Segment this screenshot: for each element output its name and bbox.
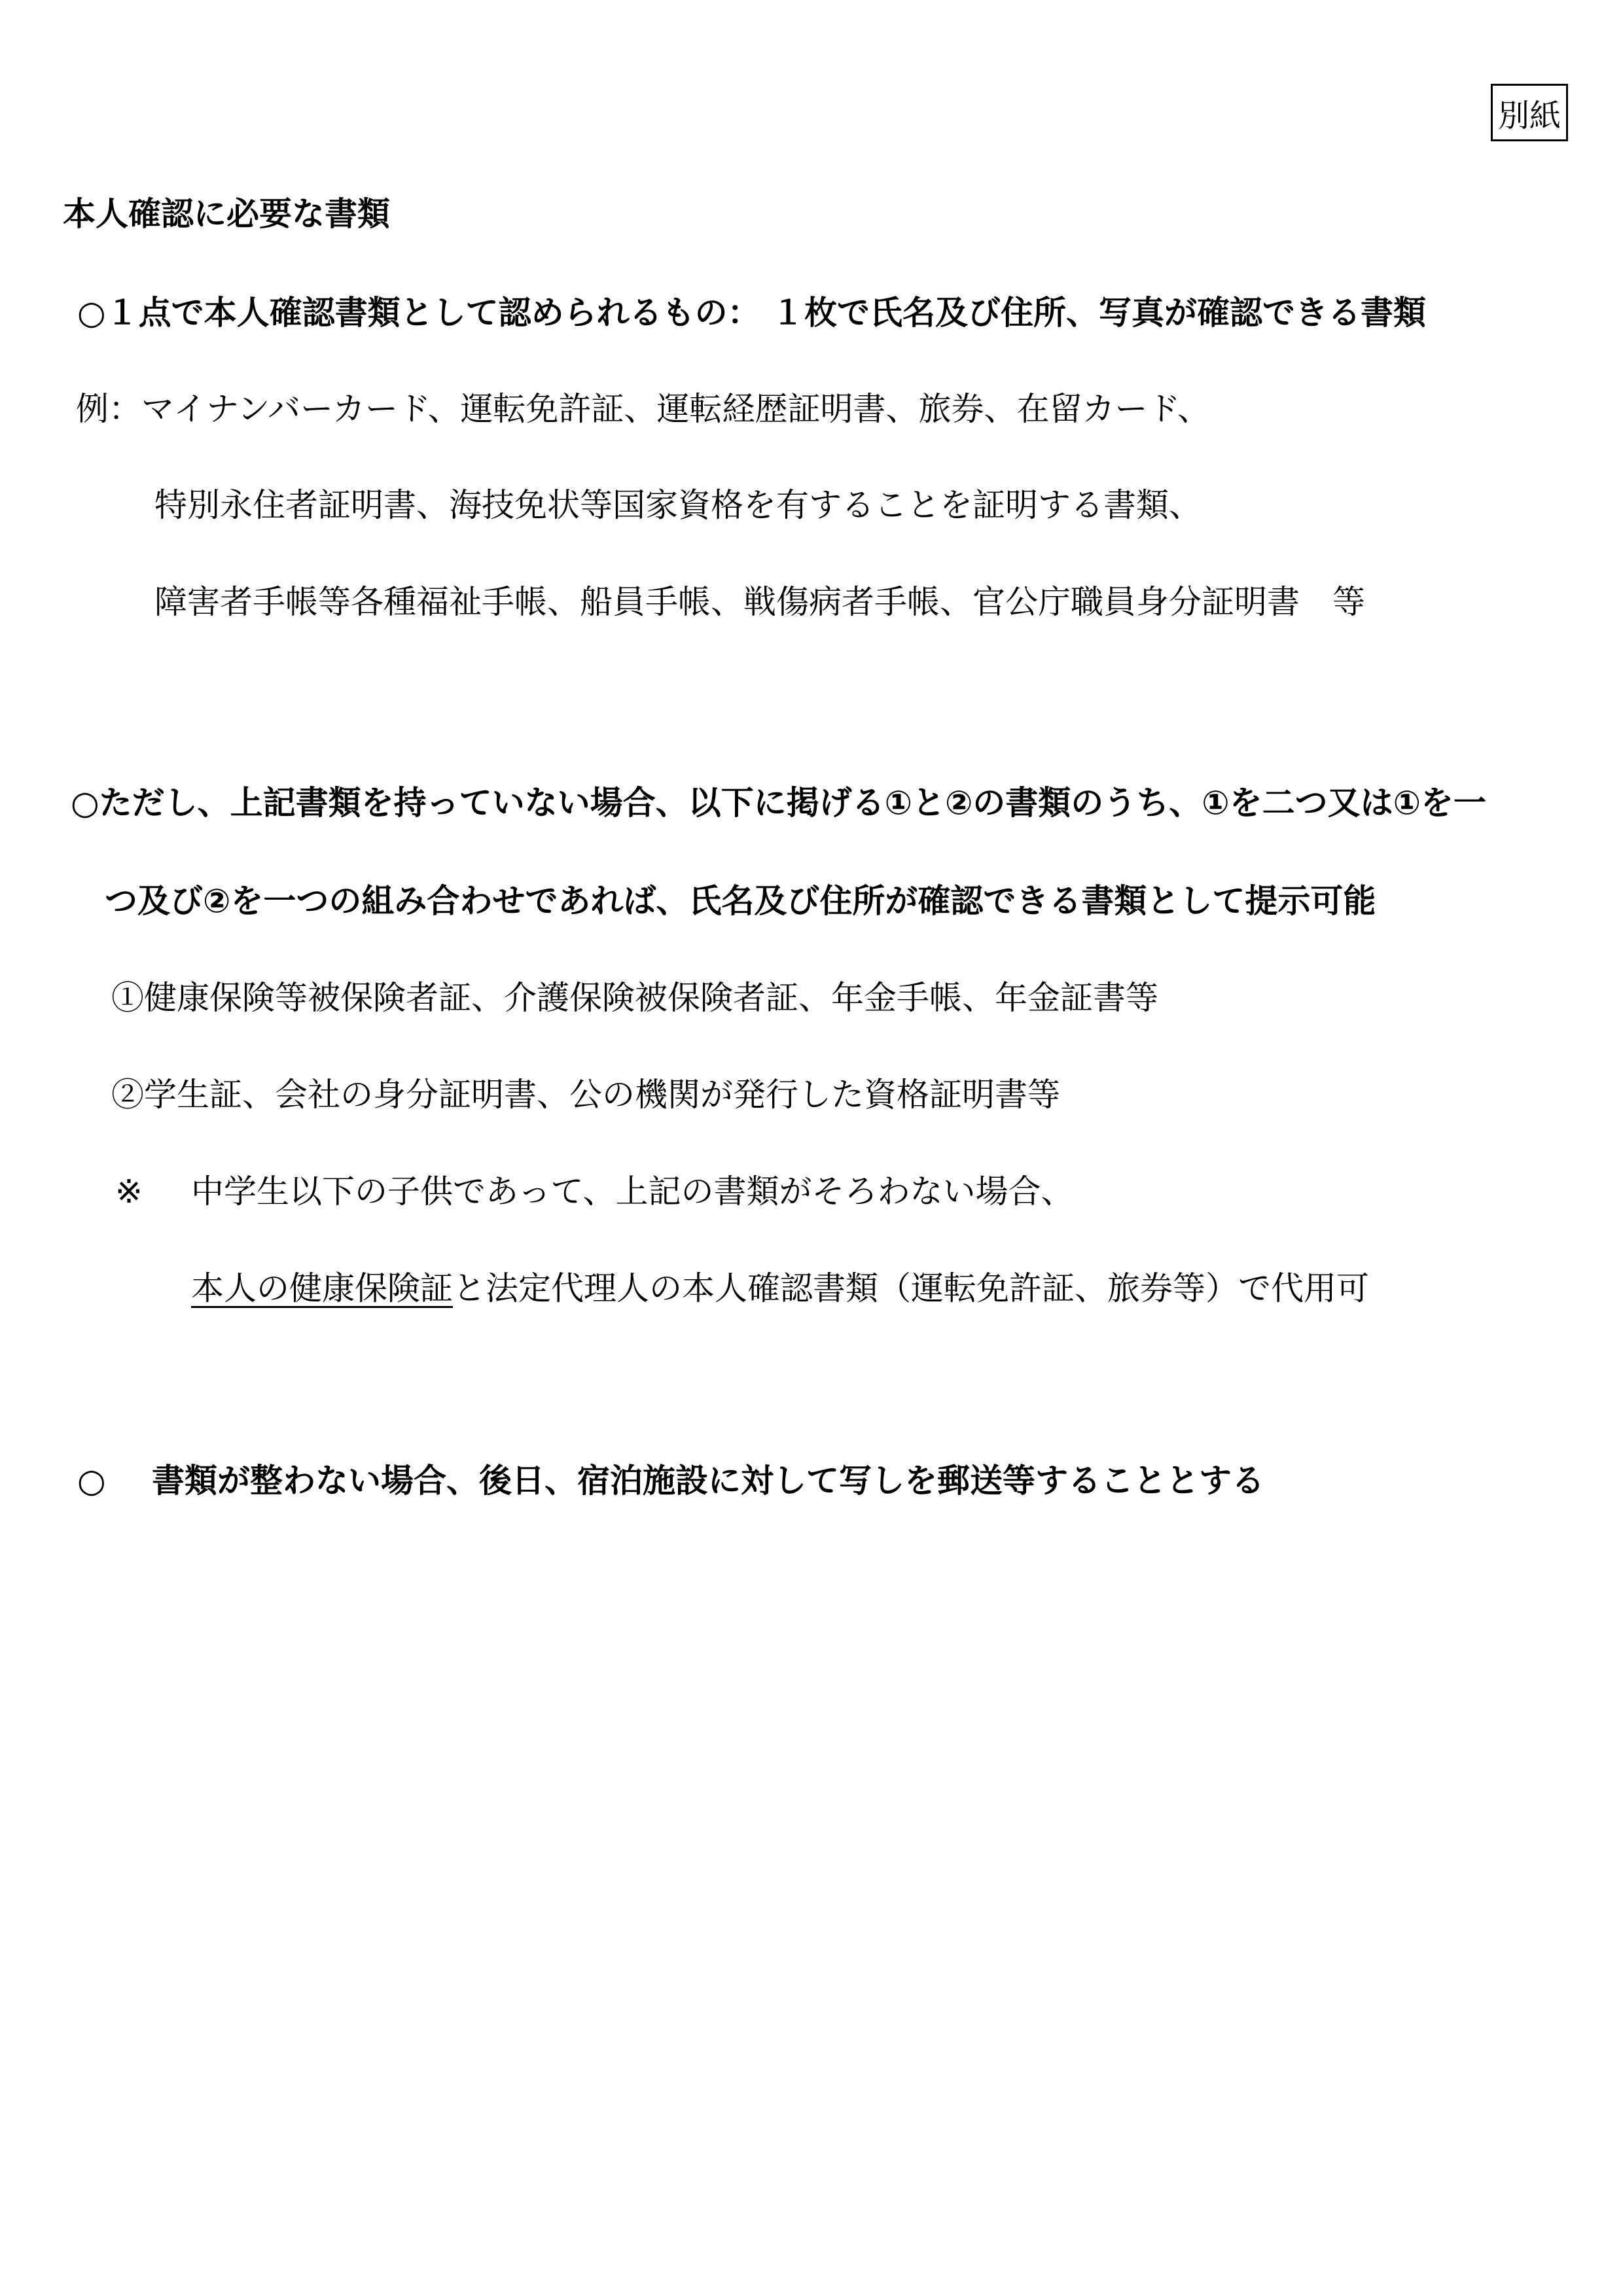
document-title: 本人確認に必要な書類 — [63, 195, 390, 233]
note-line-1: 中学生以下の子供であって、上記の書類がそろわない場合、 — [191, 1173, 1074, 1210]
note-line-2 — [191, 1269, 1369, 1307]
section3-text: 書類が整わない場合、後日、宿泊施設に対して写しを郵送等することとする — [152, 1462, 1264, 1500]
section2-item-1: ①健康保険等被保険者証、介護保険被保険者証、年金手帳、年金証書等 — [111, 979, 1158, 1017]
section1-line-1: 例：マイナンバーカード、運転免許証、運転経歴証明書、旅券、在留カード、 — [76, 390, 1210, 428]
attachment-label: 別紙 — [1491, 84, 1568, 141]
section1-line-3: 障害者手帳等各種福祉手帳、船員手帳、戦傷病者手帳、官公庁職員身分証明書 等 — [154, 583, 1365, 621]
section2-heading-line-1: ○ただし、上記書類を持っていない場合、以下に掲げる①と②の書類のうち、①を二つ又は①を一 — [71, 784, 1486, 822]
note-underlined-text: 本人の健康保険証 — [191, 1269, 453, 1307]
section3-mark: ○ — [77, 1462, 106, 1500]
section2-item-2: ②学生証、会社の身分証明書、公の機関が発行した資格証明書等 — [111, 1076, 1060, 1114]
section1-line-2: 特別永住者証明書、海技免状等国家資格を有することを証明する書類、 — [154, 486, 1202, 524]
note-mark: ※ — [115, 1173, 143, 1210]
section2-heading-line-2: つ及び②を一つの組み合わせであれば、氏名及び住所が確認できる書類として提示可能 — [105, 882, 1376, 920]
note-line-2-rest: と法定代理人の本人確認書類（運転免許証、旅券等）で代用可 — [453, 1269, 1369, 1307]
section1-heading: ○１点で本人確認書類として認められるもの： １枚で氏名及び住所、写真が確認できる書類 — [77, 294, 1427, 332]
